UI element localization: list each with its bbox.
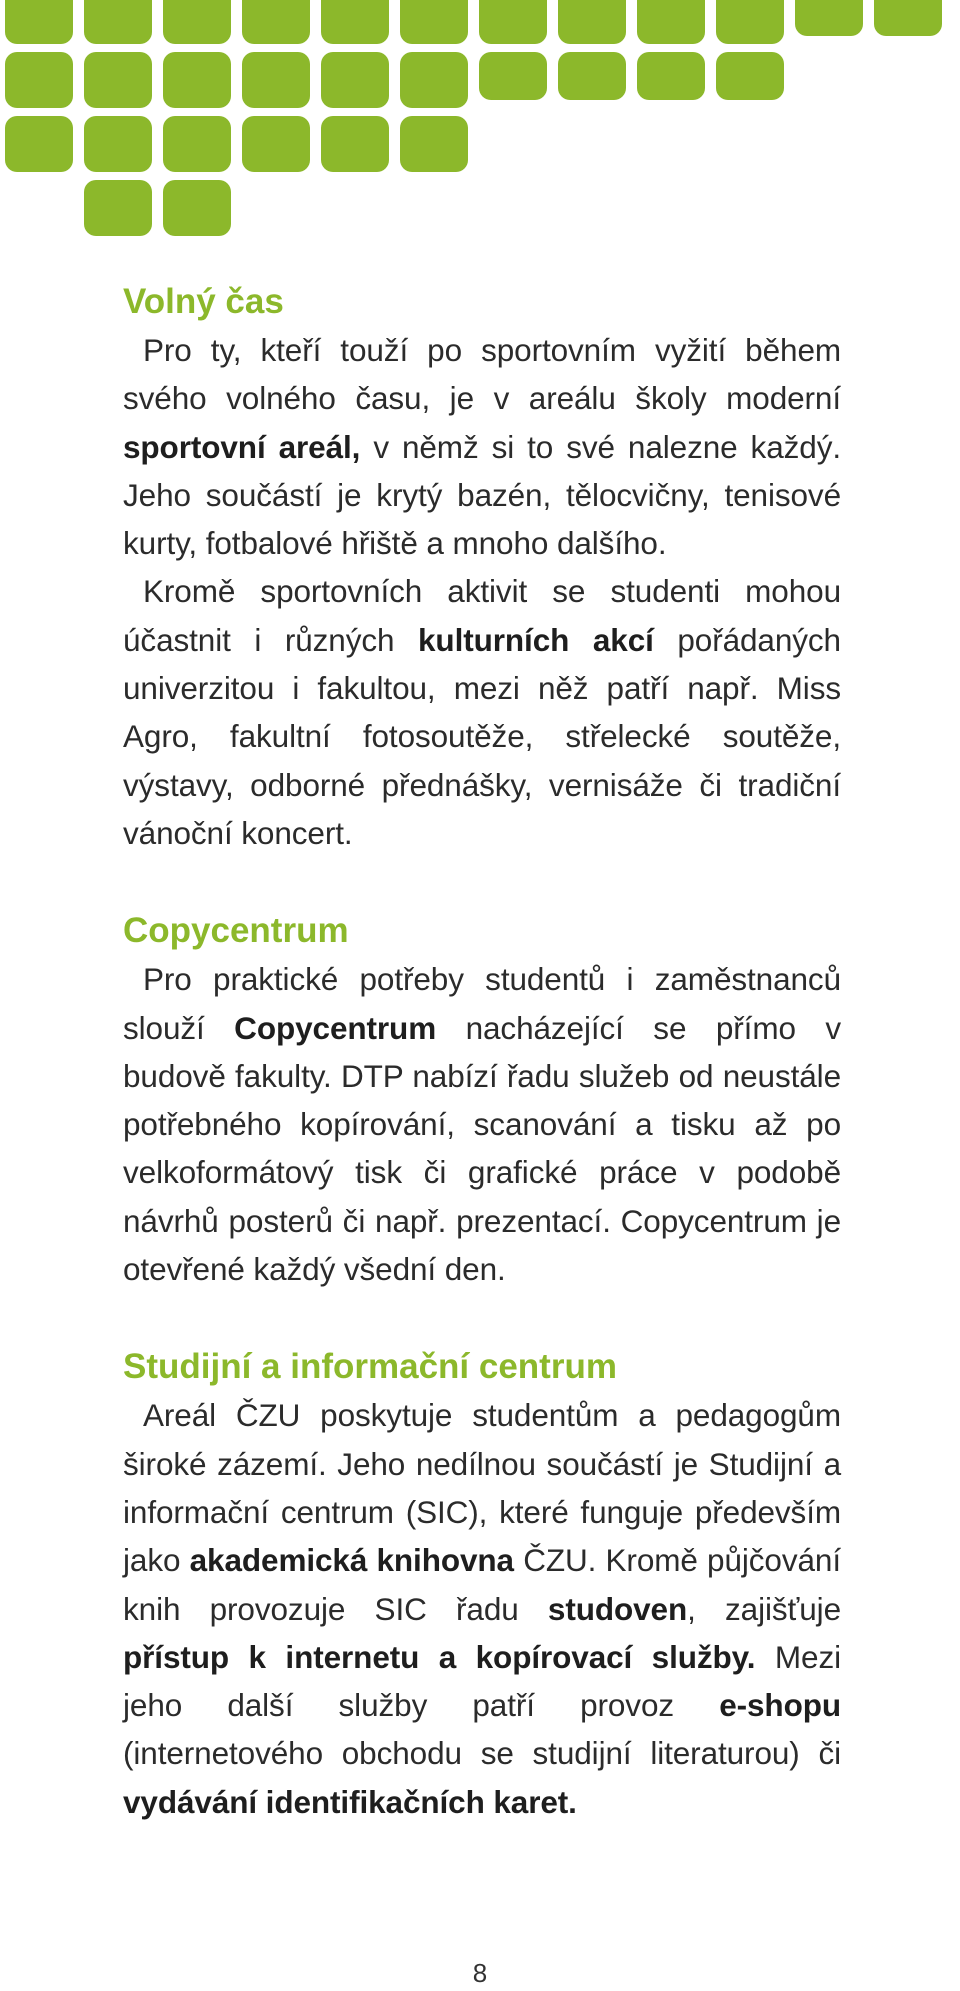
section-title-volny-cas: Volný čas	[123, 282, 284, 321]
page-content	[123, 278, 841, 1826]
paragraph	[123, 567, 841, 857]
decorative-tile	[795, 0, 863, 36]
bold-phrase: vydávání identifikačních karet.	[123, 1783, 577, 1820]
bold-phrase: přístup k internetu a kopírovací služby.	[123, 1638, 756, 1675]
bold-phrase: studoven	[547, 1590, 688, 1627]
decorative-tile	[84, 0, 152, 44]
text-run: Pro praktické potřeby studentů i zaměstnanců slouží	[123, 961, 841, 1046]
text-run: Pro ty, kteří touží po sportovním vyžití během svého volného času, je v areálu školy moderní	[123, 332, 841, 417]
text-run: Kromě sportovních aktivit se studenti mohou účastnit i různých	[123, 573, 841, 658]
paragraph	[123, 326, 841, 567]
section-volny-cas	[123, 278, 841, 857]
decorative-tile	[479, 0, 547, 44]
decorative-tile	[163, 52, 231, 108]
decorative-tile	[163, 116, 231, 172]
decorative-tile	[479, 52, 547, 100]
decorative-tile	[242, 0, 310, 44]
paragraph	[123, 1391, 841, 1826]
decorative-tile	[321, 0, 389, 44]
decorative-tile	[163, 180, 231, 236]
decorative-tile	[84, 52, 152, 108]
section-title-studijni-centrum: Studijní a informační centrum	[123, 1347, 617, 1387]
decorative-tile	[716, 0, 784, 44]
bold-phrase: e-shopu	[719, 1687, 841, 1724]
bold-phrase: akademická knihovna	[189, 1542, 514, 1579]
section-copycentrum	[123, 907, 841, 1293]
bold-phrase: kulturních akcí	[418, 621, 654, 658]
bold-phrase: sportovní areál,	[123, 428, 361, 465]
decorative-tile	[84, 116, 152, 172]
decorative-tile	[242, 52, 310, 108]
decorative-tile	[637, 0, 705, 44]
decorative-tile	[558, 0, 626, 44]
bold-phrase: Copycentrum	[234, 1009, 437, 1046]
decorative-tile	[400, 52, 468, 108]
section-studijni-centrum	[123, 1343, 841, 1826]
decorative-tile-pattern	[0, 0, 960, 240]
page-number: 8	[472, 1958, 488, 1988]
text-run: Mezi jeho další služby patří provoz	[123, 1638, 841, 1724]
text-run: (internetového obchodu se studijní literaturou) či	[123, 1735, 841, 1772]
decorative-tile	[5, 52, 73, 108]
paragraph	[123, 955, 841, 1293]
decorative-tile	[874, 0, 942, 36]
decorative-tile	[84, 180, 152, 236]
decorative-tile	[716, 52, 784, 100]
decorative-tile	[321, 52, 389, 108]
section-title-copycentrum: Copycentrum	[123, 911, 349, 951]
text-run: , zajišťuje	[687, 1590, 841, 1627]
decorative-tile	[400, 0, 468, 44]
decorative-tile	[163, 0, 231, 44]
decorative-tile	[400, 116, 468, 172]
decorative-tile	[558, 52, 626, 100]
text-run: Areál ČZU poskytuje studentům a pedagogům široké zázemí. Jeho nedílnou součástí je Studijní a informační centrum (SIC), které funguje především jako	[123, 1397, 841, 1579]
text-run: nacházející se přímo v budově fakulty. DTP nabízí řadu služeb od neustále potřebného kopírování, scanování a tisku až po velkoformátový tisk či grafické práce v podobě návrhů posterů či např. prezentací. Copycentrum je otevřené každý všední den.	[123, 1009, 841, 1288]
text-run: v němž si to své nalezne každý. Jeho součástí je krytý bazén, tělocvičny, tenisové kurty, fotbalové hřiště a mnoho dalšího.	[123, 428, 841, 562]
decorative-tile	[321, 116, 389, 172]
decorative-tile	[5, 0, 73, 44]
decorative-tile	[637, 52, 705, 100]
text-run: pořádaných univerzitou i fakultou, mezi něž patří např. Miss Agro, fakultní fotosoutěže, střelecké soutěže, výstavy, odborné přednášky, vernisáže či tradiční vánoční koncert.	[123, 621, 841, 851]
text-run: ČZU. Kromě půjčování knih provozuje SIC řadu	[123, 1542, 841, 1627]
decorative-tile	[242, 116, 310, 172]
decorative-tile	[5, 116, 73, 172]
